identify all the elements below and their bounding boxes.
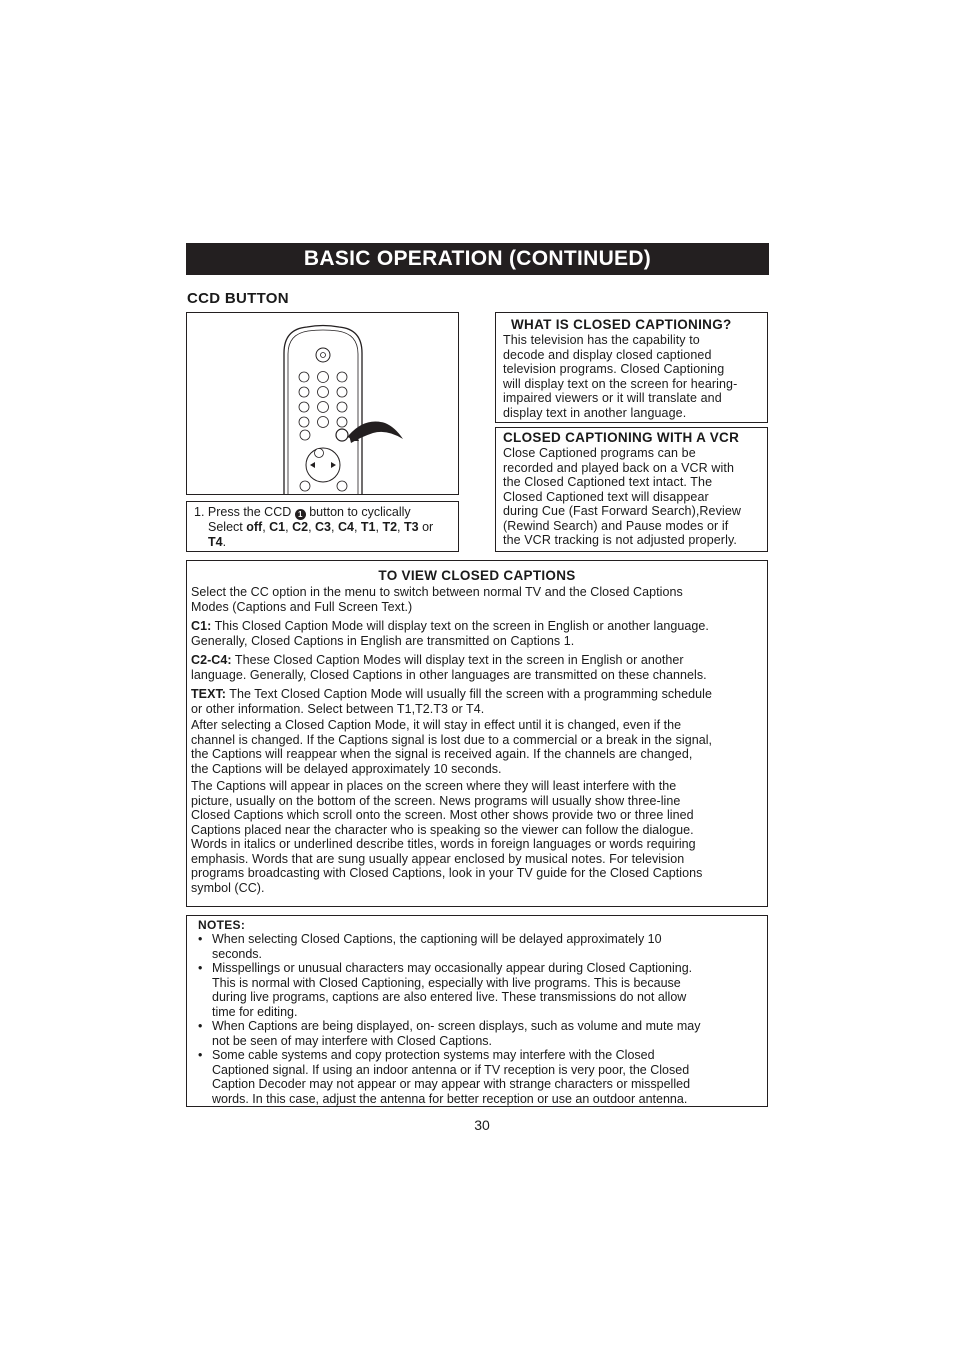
step-line-3: T4. <box>208 534 227 549</box>
closed-captioning-vcr-box <box>495 427 768 552</box>
remote-illustration-box <box>186 312 459 495</box>
page-header-banner <box>186 243 769 275</box>
ccd-marker-icon: 1 <box>295 509 306 520</box>
callout-number: 1 <box>353 432 360 444</box>
notes-list <box>198 932 761 1106</box>
note-item: • When selecting Closed Captions, the captioning will be delayed approximately 10 seconds. <box>198 932 761 961</box>
view-text-mode: TEXT: The Text Closed Caption Mode will usually fill the screen with a programming schedule or other information. Select between T1,T2.T3 or T4. <box>191 687 713 716</box>
remote-control-illustration <box>187 313 458 494</box>
notes-box <box>186 915 768 1107</box>
page-title: BASIC OPERATION (CONTINUED) <box>303 247 652 270</box>
step-line-2: Select off, C1, C2, C3, C4, T1, T2, T3 or <box>208 520 434 534</box>
step-instruction-box <box>186 501 459 552</box>
notes-title: NOTES: <box>198 918 246 932</box>
what-is-closed-captioning-box <box>495 312 768 423</box>
view-after-selecting: After selecting a Closed Caption Mode, it will stay in effect until it is changed, even if the channel is changed. If the Captions signal is lost due to a commercial or a break in the signal, the Captions will reappear when the signal is received again. If the channels are changed, the Captions will be delayed approximately 10 seconds. <box>191 718 713 776</box>
view-c2-c4: C2-C4: These Closed Caption Modes will display text in the screen in English or another language. Generally, Closed Captions in other languages are transmitted on these channels. <box>191 653 707 682</box>
view-title: TO VIEW CLOSED CAPTIONS <box>378 568 576 583</box>
vcr-title: CLOSED CAPTIONING WITH A VCR <box>503 430 740 445</box>
step-line-1: 1. Press the CCD 1 button to cyclically <box>194 505 411 519</box>
page-number: 30 <box>474 1117 490 1133</box>
to-view-closed-captions-box <box>186 560 768 907</box>
note-item: • When Captions are being displayed, on- screen displays, such as volume and mute may not be seen of may interfere with Closed Captions. <box>198 1019 761 1048</box>
section-title: CCD BUTTON <box>187 290 289 307</box>
view-captions-appear: The Captions will appear in places on the screen where they will least interfere with the picture, usually on the bottom of the screen. News programs will usually show three-line Closed Captions which scroll onto the screen. Most other shows provide two or three lined Captions placed near the character who is speaking so the viewer can follow the dialogue. Words in italics or underlined describe titles, words in foreign languages or words requiring emphasis. Words that are sung usually appear enclosed by musical notes. For television programs broadcasting with Closed Captions, look in your TV guide for the Closed Captions symbol (CC). <box>191 779 703 895</box>
note-item: • Misspellings or unusual characters may occasionally appear during Closed Captioning. This is normal with Closed Captioning, especially with live programs. This is because during live programs, captions are also entered live. These transmissions do not allow time for editing. <box>198 961 761 1019</box>
what-is-title: WHAT IS CLOSED CAPTIONING? <box>511 317 732 332</box>
note-item: • Some cable systems and copy protection systems may interfere with the Closed Captioned signal. If using an indoor antenna or if TV reception is very poor, the Closed Caption Decoder may not appear or may appear with strange characters or misspelled words. In this case, adjust the antenna for better reception or use an outdoor antenna. <box>198 1048 761 1106</box>
view-c1: C1: This Closed Caption Mode will display text on the screen in English or another language. Generally, Closed Captions in English are transmitted on Captions 1. <box>191 619 709 648</box>
vcr-text: Close Captioned programs can be recorded and played back on a VCR with the Closed Captioned text intact. The Closed Captioned text will disappear during Cue (Fast Forward Search),Review (Rewind Search) and Pause modes or if the VCR tracking is not adjusted properly. <box>503 446 742 547</box>
view-intro: Select the CC option in the menu to switch between normal TV and the Closed Captions Modes (Captions and Full Screen Text.) <box>191 585 683 614</box>
what-is-text: This television has the capability to decode and display closed captioned television programs. Closed Captioning will display text on the screen for hearing- impaired viewers or it will translate and display text in another language. <box>503 333 738 420</box>
